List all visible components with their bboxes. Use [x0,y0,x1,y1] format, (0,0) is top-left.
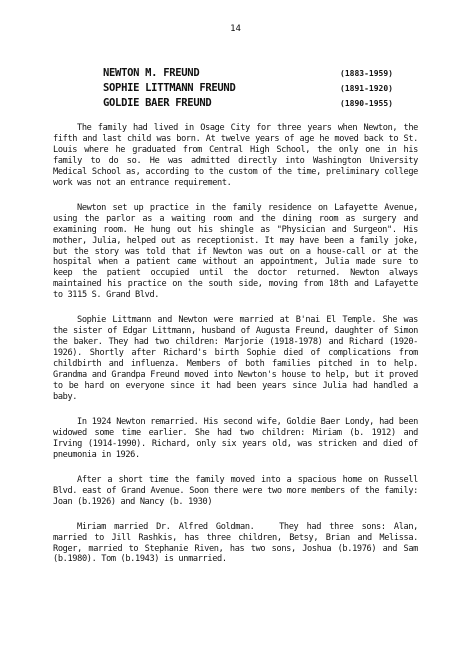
paragraph: After a short time the family moved into a spacious home on Russell Blvd. east of Grand Avenue. Soon there were two more members of the family: Joan (b.1926) and Nancy (b. 1930) [53,474,423,507]
person-name: SOPHIE LITTMANN FREUND [103,82,236,94]
person-dates: (1890-1955) [340,99,393,108]
person-name: GOLDIE BAER FREUND [103,97,212,109]
person-row [103,97,393,112]
paragraph: The family had lived in Osage City for three years when Newton, the fifth and last child was born. At twelve years of age he moved back to St. Louis where he graduated from Central High School, the only one in his family to do so. He was admitted directly into Washington University Medical School as, according to the custom of the time, preliminary college work was not an entrance requirement. [53,123,423,188]
paragraph: Miriam married Dr. Alfred Goldman. They had three sons: Alan, married to Jill Rashkis, has three children, Betsy, Brian and Melissa. Roger, married to Stephanie Riven, has two sons, Joshua (b.1976) and Sam (b.1980). Tom (b.1943) is unmarried. [53,521,423,565]
person-name: NEWTON M. FREUND [103,67,200,79]
person-dates: (1883-1959) [340,69,393,78]
paragraph: In 1924 Newton remarried. His second wife, Goldie Baer Londy, had been widowed some time earlier. She had two children: Miriam (b. 1912) and Irving (1914-1990). Richard, only six years old, was stricken and died of pneumonia in 1926. [53,416,423,460]
person-row [103,67,393,82]
page-number: 14 [230,24,241,34]
people-heading [103,67,393,112]
person-row [103,82,393,97]
paragraph: Sophie Littmann and Newton were married at B'nai El Temple. She was the sister of Edgar Littmann, husband of Augusta Freund, daughter of Simon the baker. They had two children: Marjorie (1918-1978) and Richard (1920-1926). Shortly after Richard's birth Sophie died of complications from childbirth and influenza. Members of both families pitched in to help. Grandma and Grandpa Freund moved into Newton's house to help, but it proved to be hard on everyone since it had been years since Julia had handled a baby. [53,315,423,402]
person-dates: (1891-1920) [340,84,393,93]
paragraph: Newton set up practice in the family residence on Lafayette Avenue, using the parlor as a waiting room and the dining room as surgery and examining room. He hung out his shingle as "Physician and Surgeon". His mother, Julia, helped out as receptionist. It may have been a family joke, but the story was told that if Newton was out on a house-call or at the hospital when a patient came without an appointment, Julia made sure to keep the patient occupied until the doctor returned. Newton always maintained his practice on the south side, moving from 18th and Lafayette to 3115 S. Grand Blvd. [53,202,423,301]
body-text [53,123,423,579]
